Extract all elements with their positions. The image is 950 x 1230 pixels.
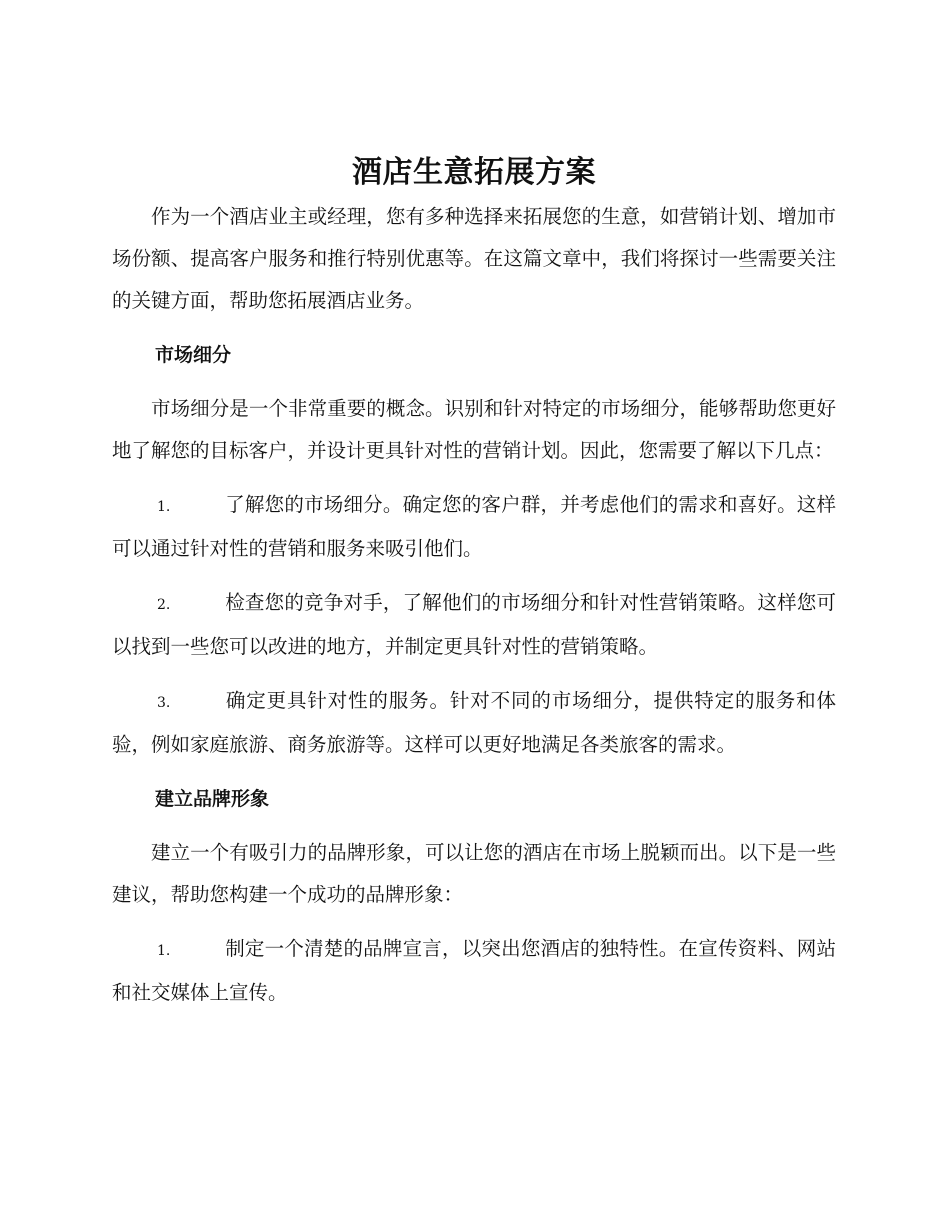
- list-item-number: 1.: [157, 499, 171, 515]
- list-item-text: 确定更具针对性的服务。针对不同的市场细分，提供特定的服务和体验，例如家庭旅游、商务旅游等。这样可以更好地满足各类旅客的需求。: [112, 689, 836, 756]
- list-item: [112, 484, 836, 570]
- section-heading-market-segmentation: 市场细分: [155, 344, 232, 366]
- intro-paragraph: 作为一个酒店业主或经理，您有多种选择来拓展您的生意，如营销计划、增加市场份额、提高客户服务和推行特别优惠等。在这篇文章中，我们将探讨一些需要关注的关键方面，帮助您拓展酒店业务。: [112, 205, 836, 312]
- section-paragraph: 建立一个有吸引力的品牌形象，可以让您的酒店在市场上脱颖而出。以下是一些建议，帮助您构建一个成功的品牌形象：: [112, 841, 836, 906]
- list-item-text: 了解您的市场细分。确定您的客户群，并考虑他们的需求和喜好。这样可以通过针对性的营销和服务来吸引他们。: [112, 493, 836, 560]
- list-item-number: 3.: [157, 695, 171, 711]
- list-item-number: 2.: [157, 597, 171, 613]
- list-item: [112, 680, 836, 766]
- list-item-number: 1.: [157, 943, 171, 959]
- section-paragraph: 市场细分是一个非常重要的概念。识别和针对特定的市场细分，能够帮助您更好地了解您的目标客户，并设计更具针对性的营销计划。因此，您需要了解以下几点：: [112, 397, 836, 462]
- list-item-text: 检查您的竞争对手，了解他们的市场细分和针对性营销策略。这样您可以找到一些您可以改进的地方，并制定更具针对性的营销策略。: [112, 591, 836, 658]
- list-item: [112, 928, 836, 1014]
- section-heading-brand-image: 建立品牌形象: [155, 788, 270, 810]
- document-body: [112, 150, 836, 1014]
- list-item: [112, 582, 836, 668]
- document-title: 酒店生意拓展方案: [352, 155, 596, 190]
- list-item-text: 制定一个清楚的品牌宣言，以突出您酒店的独特性。在宣传资料、网站和社交媒体上宣传。: [112, 937, 836, 1004]
